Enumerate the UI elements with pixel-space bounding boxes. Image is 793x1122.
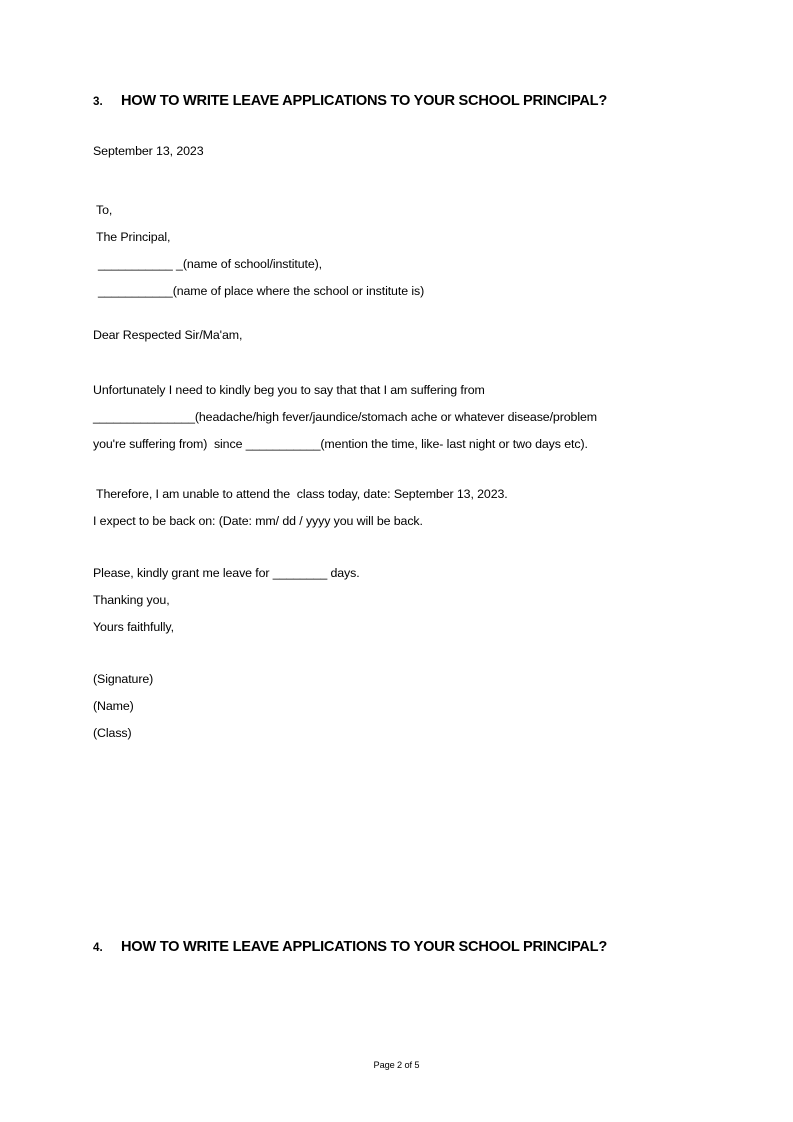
request-line-2: Thanking you, [93, 593, 170, 607]
body-line-1: Unfortunately I need to kindly beg you to say that that I am suffering from [93, 383, 485, 397]
spacer-before-body [93, 349, 693, 377]
spacer-before-salutation [93, 305, 693, 322]
address-school-blank: ___________ _(name of school/institute), [98, 257, 323, 271]
document-content [93, 93, 693, 955]
request-line-1: Please, kindly grant me leave for ________ days. [93, 566, 360, 580]
salutation-line: Dear Respected Sir/Ma'am, [93, 328, 243, 342]
heading-number: 4. [93, 941, 103, 954]
spacer-before-heading-4 [93, 747, 693, 939]
availability-line-2: I expect to be back on: (Date: mm/ dd / yyyy you will be back. [93, 514, 423, 528]
class-placeholder: (Class) [93, 726, 132, 740]
heading-item-4 [93, 939, 693, 955]
spacer-after-heading [93, 109, 693, 138]
spacer-before-signature [93, 641, 693, 666]
signature-placeholder: (Signature) [93, 672, 154, 686]
name-placeholder: (Name) [93, 699, 134, 713]
address-to: To, [96, 203, 113, 217]
spacer-before-request [93, 535, 693, 560]
request-line-3: Yours faithfully, [93, 620, 174, 634]
spacer-before-address [93, 165, 693, 197]
heading-number: 3. [93, 95, 103, 108]
availability-line-1: Therefore, I am unable to attend the class today, date: September 13, 2023. [96, 487, 508, 501]
spacer-before-availability [93, 458, 693, 481]
section-title: HOW TO WRITE LEAVE APPLICATIONS TO YOUR SCHOOL PRINCIPAL? [121, 939, 608, 955]
date-line: September 13, 2023 [93, 144, 204, 158]
page-footer: Page 2 of 5 [373, 1060, 420, 1070]
page-title: HOW TO WRITE LEAVE APPLICATIONS TO YOUR SCHOOL PRINCIPAL? [121, 93, 608, 109]
heading-item-3 [93, 93, 693, 109]
body-line-2: _______________(headache/high fever/jaundice/stomach ache or whatever disease/problem [93, 410, 598, 424]
address-principal: The Principal, [96, 230, 171, 244]
body-line-3: you're suffering from) since ___________(mention the time, like- last night or two days etc). [93, 437, 588, 451]
address-place-blank: ___________(name of place where the school or institute is) [98, 284, 425, 298]
